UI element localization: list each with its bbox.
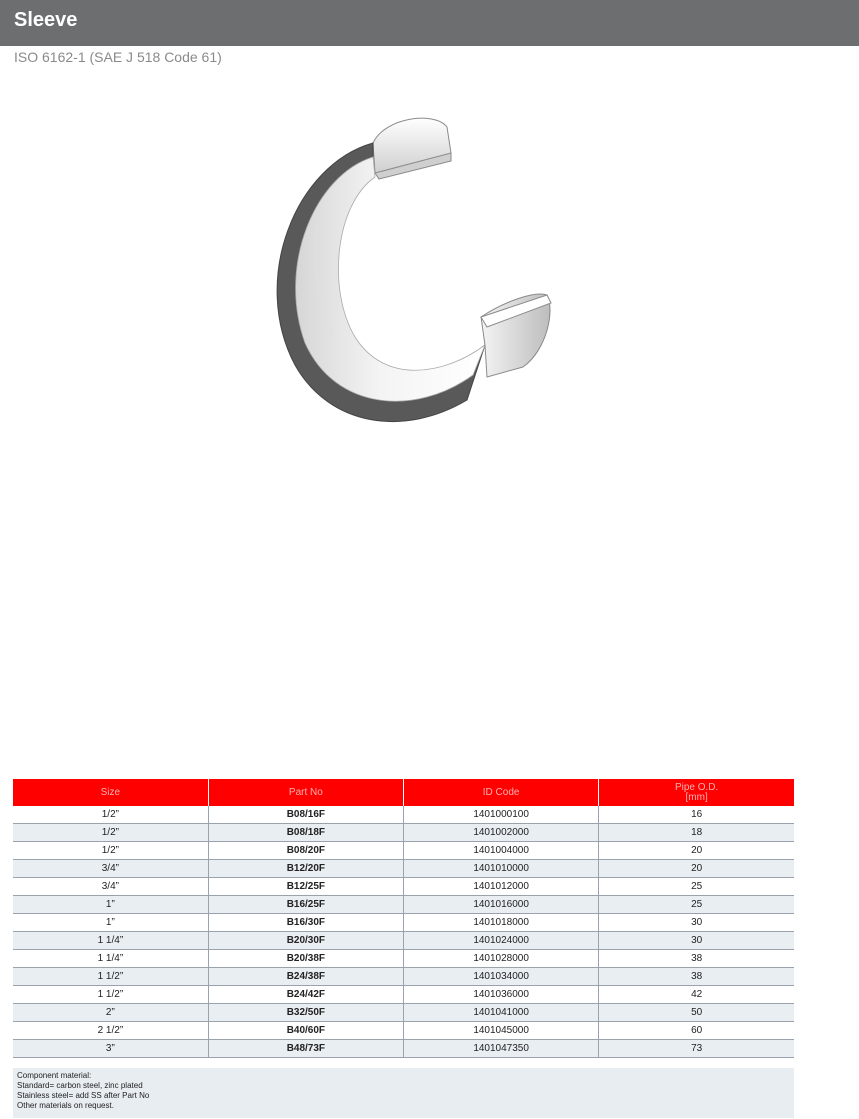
cell-size: 1” — [13, 914, 208, 932]
cell-pipe-od: 18 — [599, 824, 794, 842]
table-row — [13, 896, 794, 914]
cell-part-no: B40/60F — [208, 1022, 403, 1040]
table-row — [13, 950, 794, 968]
cell-pipe-od: 20 — [599, 860, 794, 878]
table-row — [13, 842, 794, 860]
cell-size: 3” — [13, 1040, 208, 1058]
table-header-row — [13, 779, 794, 806]
cell-part-no: B20/38F — [208, 950, 403, 968]
parts-table — [13, 779, 794, 1058]
cell-pipe-od: 42 — [599, 986, 794, 1004]
material-note — [13, 1068, 794, 1118]
cell-size: 1 1/4” — [13, 950, 208, 968]
cell-size: 2” — [13, 1004, 208, 1022]
col-header-size: Size — [13, 779, 208, 806]
table-row — [13, 878, 794, 896]
cell-id-code: 1401028000 — [404, 950, 599, 968]
cell-id-code: 1401034000 — [404, 968, 599, 986]
cell-part-no: B08/18F — [208, 824, 403, 842]
note-line: Stainless steel= add SS after Part No — [17, 1091, 150, 1100]
table-row — [13, 1022, 794, 1040]
col-header-pipe-od — [599, 779, 794, 806]
cell-size: 1/2” — [13, 824, 208, 842]
cell-pipe-od: 30 — [599, 932, 794, 950]
cell-size: 1” — [13, 896, 208, 914]
cell-pipe-od: 30 — [599, 914, 794, 932]
cell-pipe-od: 60 — [599, 1022, 794, 1040]
table-row — [13, 1004, 794, 1022]
cell-pipe-od: 73 — [599, 1040, 794, 1058]
cell-pipe-od: 25 — [599, 896, 794, 914]
cell-size: 3/4” — [13, 878, 208, 896]
cell-pipe-od: 38 — [599, 950, 794, 968]
cell-part-no: B16/25F — [208, 896, 403, 914]
note-line: Component material: — [17, 1071, 92, 1080]
cell-id-code: 1401036000 — [404, 986, 599, 1004]
sleeve-product-image — [255, 105, 565, 435]
cell-size: 1 1/2” — [13, 986, 208, 1004]
table-row — [13, 806, 794, 824]
table-row — [13, 860, 794, 878]
cell-part-no: B20/30F — [208, 932, 403, 950]
page-header — [0, 0, 859, 46]
cell-part-no: B12/20F — [208, 860, 403, 878]
cell-pipe-od: 16 — [599, 806, 794, 824]
cell-id-code: 1401000100 — [404, 806, 599, 824]
standard-subtitle: ISO 6162-1 (SAE J 518 Code 61) — [14, 49, 222, 65]
cell-id-code: 1401012000 — [404, 878, 599, 896]
cell-size: 2 1/2” — [13, 1022, 208, 1040]
cell-id-code: 1401041000 — [404, 1004, 599, 1022]
cell-part-no: B32/50F — [208, 1004, 403, 1022]
col-header-id-code: ID Code — [404, 779, 599, 806]
note-line: Standard= carbon steel, zinc plated — [17, 1081, 143, 1090]
cell-id-code: 1401002000 — [404, 824, 599, 842]
cell-size: 1/2” — [13, 842, 208, 860]
page-title: Sleeve — [14, 9, 78, 31]
col-header-pipe-od-unit: [mm] — [685, 791, 708, 803]
cell-part-no: B16/30F — [208, 914, 403, 932]
cell-size: 1 1/4” — [13, 932, 208, 950]
table-row — [13, 932, 794, 950]
note-line: Other materials on request. — [17, 1101, 114, 1110]
col-header-pipe-od-label: Pipe O.D. — [674, 781, 719, 793]
table-row — [13, 1040, 794, 1058]
cell-pipe-od: 50 — [599, 1004, 794, 1022]
cell-pipe-od: 25 — [599, 878, 794, 896]
cell-part-no: B08/20F — [208, 842, 403, 860]
cell-id-code: 1401004000 — [404, 842, 599, 860]
cell-id-code: 1401016000 — [404, 896, 599, 914]
col-header-part-no: Part No — [208, 779, 403, 806]
table-row — [13, 824, 794, 842]
cell-id-code: 1401045000 — [404, 1022, 599, 1040]
cell-id-code: 1401010000 — [404, 860, 599, 878]
cell-pipe-od: 38 — [599, 968, 794, 986]
table-row — [13, 914, 794, 932]
cell-part-no: B48/73F — [208, 1040, 403, 1058]
cell-pipe-od: 20 — [599, 842, 794, 860]
cell-part-no: B08/16F — [208, 806, 403, 824]
cell-part-no: B12/25F — [208, 878, 403, 896]
cell-size: 3/4” — [13, 860, 208, 878]
cell-size: 1 1/2” — [13, 968, 208, 986]
cell-part-no: B24/38F — [208, 968, 403, 986]
cell-size: 1/2” — [13, 806, 208, 824]
cell-id-code: 1401018000 — [404, 914, 599, 932]
cell-id-code: 1401024000 — [404, 932, 599, 950]
cell-id-code: 1401047350 — [404, 1040, 599, 1058]
cell-part-no: B24/42F — [208, 986, 403, 1004]
table-row — [13, 968, 794, 986]
table-row — [13, 986, 794, 1004]
